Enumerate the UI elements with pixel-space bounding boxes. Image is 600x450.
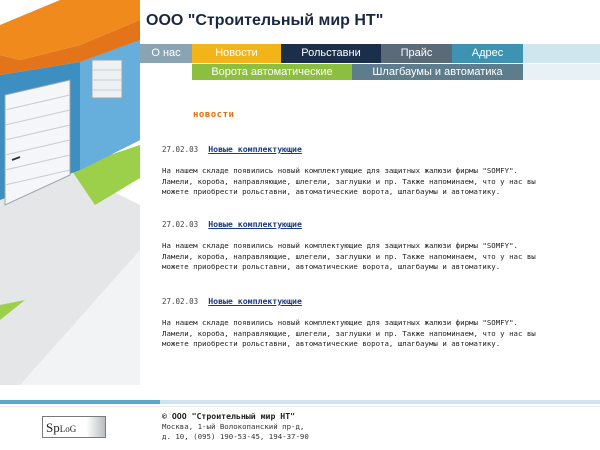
nav-item-address[interactable]: Адрес xyxy=(452,44,523,63)
subnav-filler-left xyxy=(140,64,192,80)
news-date: 27.02.03 xyxy=(162,220,199,229)
footer-copyright: © ООО "Строительный мир НТ" xyxy=(162,411,296,421)
nav-item-price[interactable]: Прайс xyxy=(381,44,452,63)
news-title-link[interactable]: Новые комплектующие xyxy=(208,144,302,154)
nav-item-about[interactable]: О нас xyxy=(140,44,192,63)
news-item xyxy=(162,289,582,350)
news-title-link[interactable]: Новые комплектующие xyxy=(208,296,302,306)
news-text: На нашем складе появились новый комплектующие для защитных жалюзи фирмы "SOMFY". Ламели, короба, направляющие, шлегели, заглушки и пр. Также напоминаем, что у нас вы можете приобрести рольставни, автоматические ворота, шлагбаумы и автоматику. xyxy=(162,318,536,348)
logo-text-small: LoG xyxy=(59,424,77,434)
news-item xyxy=(162,137,582,198)
footer-divider-accent xyxy=(0,400,160,404)
nav-item-news[interactable]: Новости xyxy=(192,44,281,63)
footer-address: Москва, 1-ый Волокопанский пр-д, д. 10, (095) 190-53-45, 194-37-90 xyxy=(162,422,309,441)
building-illustration xyxy=(0,0,140,385)
news-text: На нашем складе появились новый комплектующие для защитных жалюзи фирмы "SOMFY". Ламели, короба, направляющие, шлегели, заглушки и пр. Также напоминаем, что у нас вы можете приобрести рольставни, автоматические ворота, шлагбаумы и автоматику. xyxy=(162,241,536,271)
news-date: 27.02.03 xyxy=(162,145,199,154)
nav-item-rollshutters[interactable]: Рольставни xyxy=(281,44,381,63)
subnav-item-gates[interactable]: Ворота автоматические xyxy=(192,64,352,80)
footer-divider xyxy=(160,400,600,404)
site-title: ООО "Строительный мир НТ" xyxy=(146,12,384,29)
nav-filler xyxy=(523,44,600,63)
news-title-link[interactable]: Новые комплектующие xyxy=(208,219,302,229)
logo-text: Sp xyxy=(46,420,60,435)
splog-logo[interactable] xyxy=(42,416,106,438)
subnav-filler-right xyxy=(523,64,600,80)
news-date: 27.02.03 xyxy=(162,297,199,306)
news-item xyxy=(162,212,582,273)
news-heading: новости xyxy=(193,110,235,120)
news-text: На нашем складе появились новый комплектующие для защитных жалюзи фирмы "SOMFY". Ламели, короба, направляющие, шлегели, заглушки и пр. Также напоминаем, что у нас вы можете приобрести рольставни, автоматические ворота, шлагбаумы и автоматику. xyxy=(162,166,536,196)
subnav-item-barriers[interactable]: Шлагбаумы и автоматика xyxy=(352,64,523,80)
footer-divider-thin xyxy=(0,406,600,407)
